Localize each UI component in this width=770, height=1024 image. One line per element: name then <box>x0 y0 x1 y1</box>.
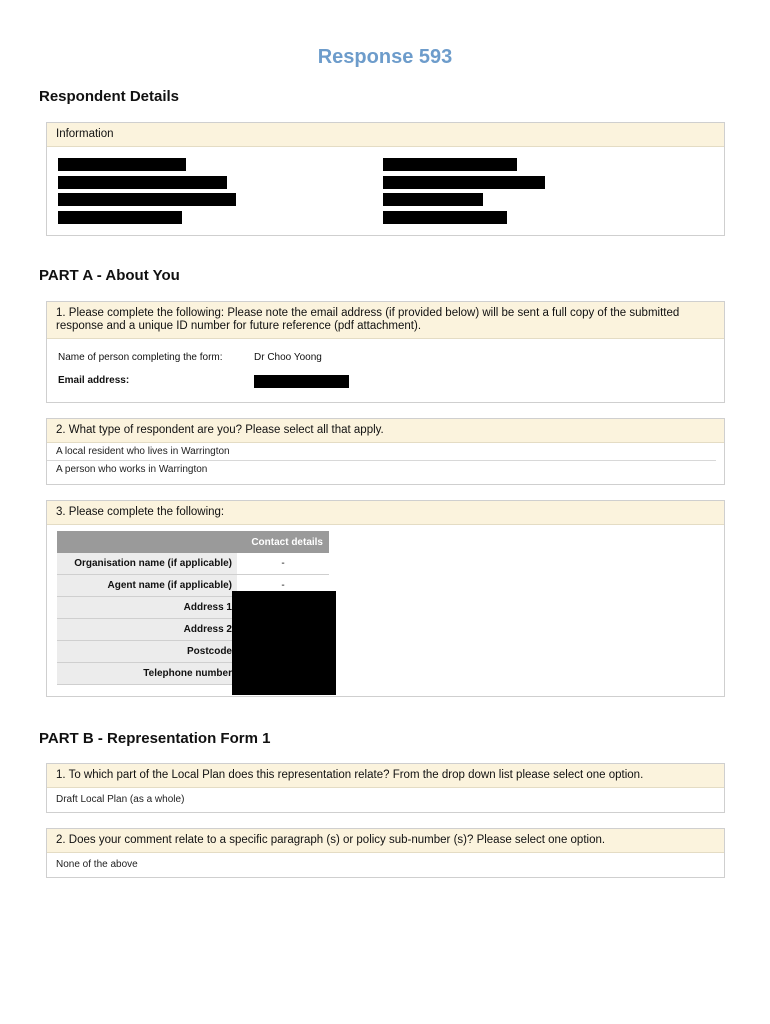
row-label: Organisation name (if applicable) <box>57 553 237 575</box>
part-b-question-2-text: 2. Does your comment relate to a specific paragraph (s) or policy sub-number (s)? Please select one option. <box>47 829 724 853</box>
email-label: Email address: <box>58 375 130 386</box>
question-1-text: 1. Please complete the following: Please note the email address (if provided below) will be sent a full copy of the submitted response and a unique ID number for future reference (pdf attachment). <box>47 302 724 339</box>
answer-item: A person who works in Warrington <box>56 464 208 475</box>
redacted-block <box>383 211 507 224</box>
name-value: Dr Choo Yoong <box>254 352 322 363</box>
question-3-panel <box>46 500 725 697</box>
row-label: Agent name (if applicable) <box>57 575 237 597</box>
answer-item: A local resident who lives in Warrington <box>47 443 716 461</box>
contact-details-header: Contact details <box>237 531 329 553</box>
table-row <box>57 553 329 575</box>
question-3-text: 3. Please complete the following: <box>47 501 724 525</box>
redacted-block <box>383 158 517 171</box>
row-label: Telephone number <box>57 663 237 685</box>
page-title: Response 593 <box>317 46 453 68</box>
row-label: Address 1 <box>57 597 237 619</box>
redacted-block <box>58 176 227 189</box>
question-2-panel <box>46 418 725 485</box>
row-value: - <box>237 575 329 597</box>
redacted-contact-block <box>232 591 336 695</box>
respondent-information-panel <box>46 122 725 236</box>
part-b-heading: PART B - Representation Form 1 <box>39 730 271 747</box>
redacted-block <box>383 193 483 206</box>
part-a-heading: PART A - About You <box>39 267 180 284</box>
redacted-block <box>58 193 236 206</box>
part-b-question-1-text: 1. To which part of the Local Plan does this representation relate? From the drop down list please select one option. <box>47 764 724 788</box>
table-header-blank <box>57 531 237 553</box>
question-2-text: 2. What type of respondent are you? Please select all that apply. <box>47 419 724 443</box>
respondent-details-heading: Respondent Details <box>39 88 180 105</box>
redacted-email <box>254 375 349 388</box>
name-label: Name of person completing the form: <box>58 352 223 363</box>
row-label: Address 2 <box>57 619 237 641</box>
table-header-row <box>57 531 329 553</box>
question-1-panel <box>46 301 725 403</box>
row-value: - <box>237 553 329 575</box>
redacted-block <box>58 211 182 224</box>
part-b-answer-1: Draft Local Plan (as a whole) <box>56 794 185 805</box>
part-b-question-2-panel <box>46 828 725 878</box>
row-label: Postcode <box>57 641 237 663</box>
information-panel-label: Information <box>47 123 724 147</box>
redacted-block <box>58 158 186 171</box>
redacted-block <box>383 176 545 189</box>
part-b-question-1-panel <box>46 763 725 813</box>
part-b-answer-2: None of the above <box>56 859 138 870</box>
